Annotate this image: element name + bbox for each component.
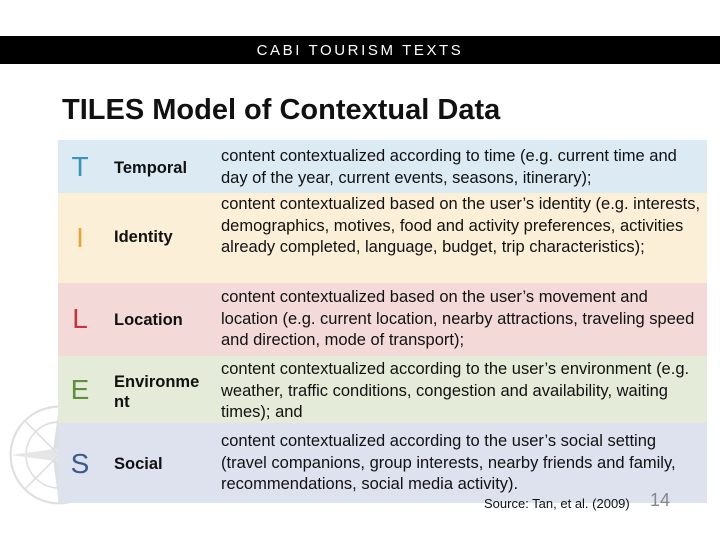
row-location <box>58 283 707 356</box>
row-name-social: Social <box>114 455 163 473</box>
header-bar <box>0 36 720 64</box>
tiles-letter-i: I <box>76 222 84 253</box>
row-desc-environment: content contextualized according to the user’s environment (e.g. weather, traffic conditions, congestion and availability, waiting times); and <box>221 360 690 421</box>
row-name-identity: Identity <box>114 228 173 246</box>
row-desc-temporal: content contextualized according to time (e.g. current time and day of the year, current events, seasons, itinerary); <box>221 147 677 187</box>
tiles-letter-s: S <box>70 448 90 479</box>
tiles-letter-e: E <box>70 374 90 405</box>
row-name-temporal: Temporal <box>114 159 188 177</box>
row-name-environment: Environme nt <box>114 373 200 411</box>
row-temporal <box>58 140 707 193</box>
row-name-location: Location <box>114 311 183 329</box>
row-desc-identity: content contextualized based on the user’s identity (e.g. interests, demographics, motives, food and activity preferences, activities already completed, language, budget, trip characteristics); <box>221 195 701 256</box>
slide-title: TILES Model of Contextual Data <box>62 94 501 126</box>
row-desc-location: content contextualized based on the user’s movement and location (e.g. current location, nearby attractions, traveling speed and direction, mode of transport); <box>221 288 695 349</box>
source-citation: Source: Tan, et al. (2009) <box>484 496 630 511</box>
row-environment <box>58 356 707 423</box>
tiles-letter-t: T <box>71 151 89 182</box>
row-social <box>58 423 707 503</box>
header-title: CABI TOURISM TEXTS <box>256 42 464 59</box>
row-identity <box>58 193 707 283</box>
row-desc-social: content contextualized according to the user’s social setting (travel companions, group interests, nearby friends and family, recommendations, social media activity). <box>221 432 676 493</box>
tiles-letter-l: L <box>72 303 88 334</box>
page-number: 14 <box>650 490 671 510</box>
